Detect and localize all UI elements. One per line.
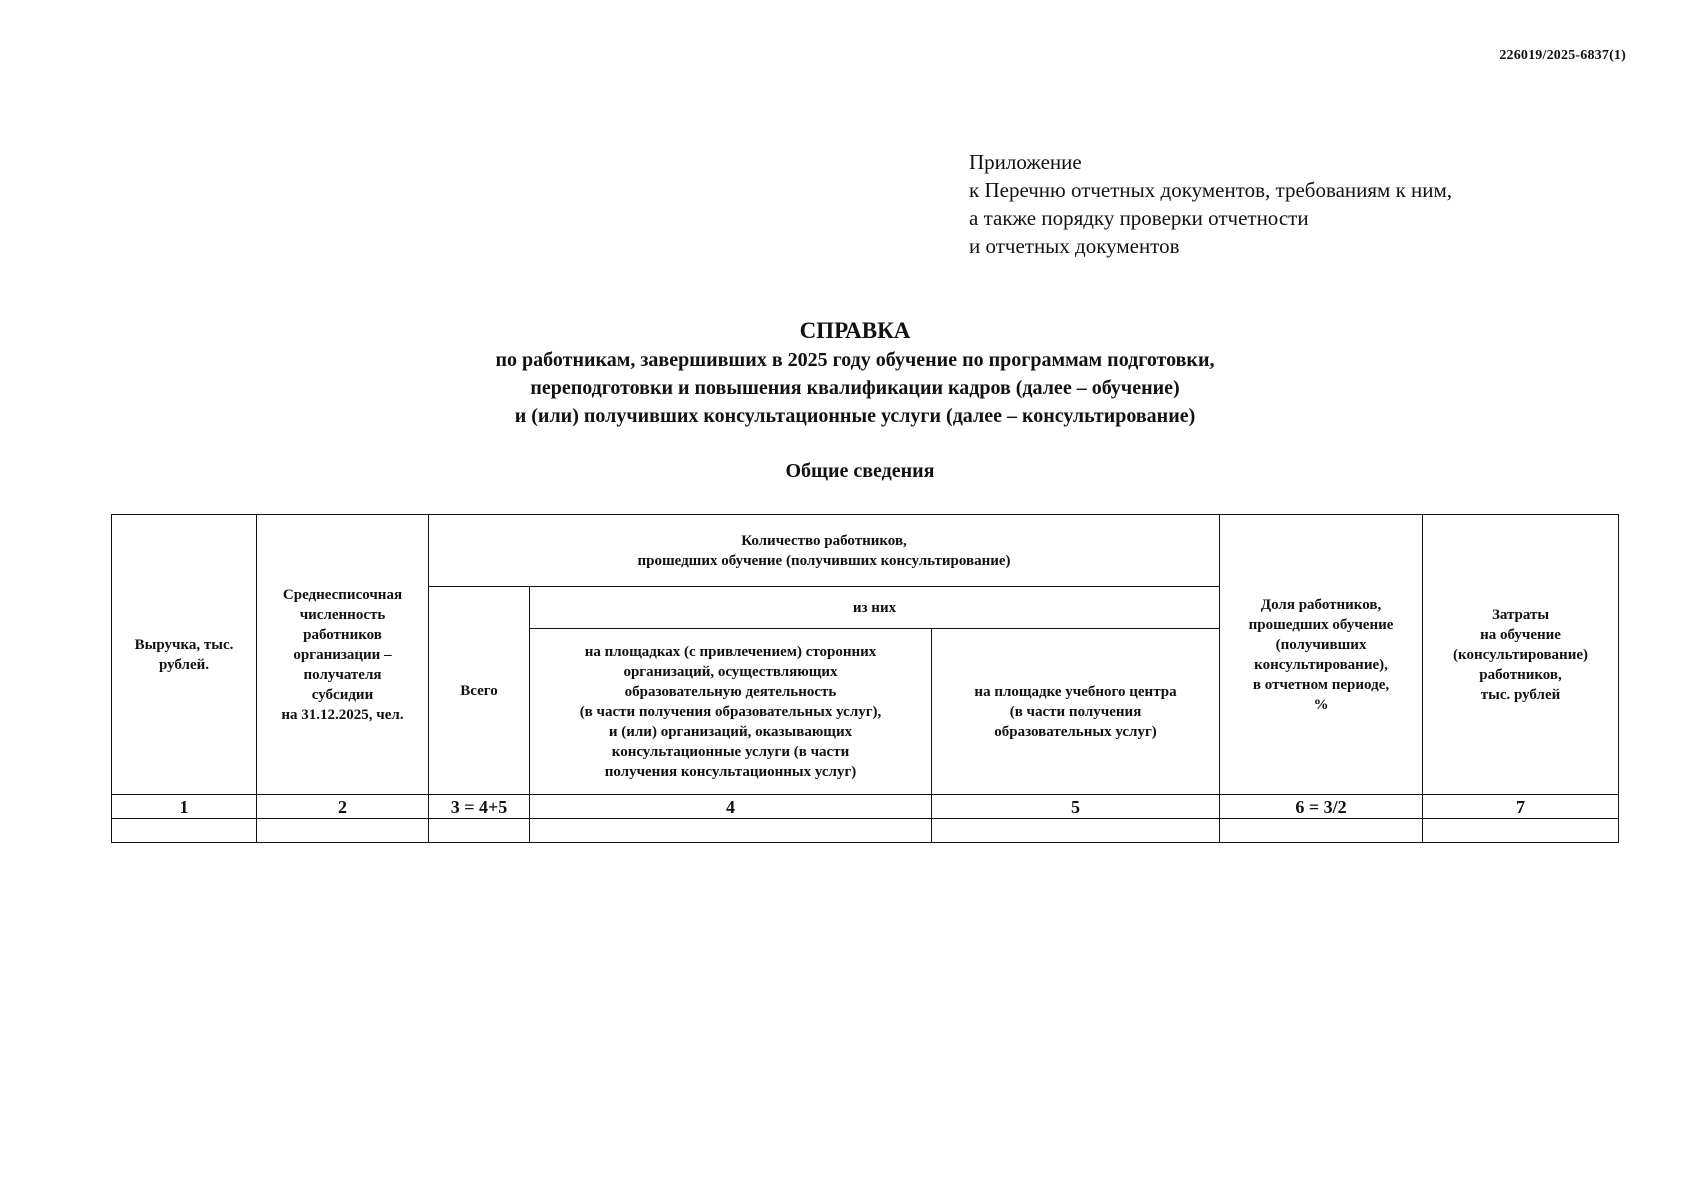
data-cell-share[interactable] [1220, 819, 1423, 843]
document-subtitle-line: по работникам, завершивших в 2025 году обучение по программам подготовки, [495, 349, 1215, 371]
column-number: 7 [1423, 795, 1619, 819]
data-cell-revenue[interactable] [112, 819, 257, 843]
data-cell-total[interactable] [429, 819, 530, 843]
header-headcount: Среднесписочная численность работников организации – получателя субсидии на 31.12.2025, чел. [257, 515, 429, 795]
appendix-note [969, 148, 1452, 260]
data-cell-training-center[interactable] [932, 819, 1220, 843]
appendix-line: а также порядку проверки отчетности [969, 206, 1309, 230]
appendix-line: к Перечню отчетных документов, требованиям к ним, [969, 178, 1453, 202]
header-external-organizations: на площадках (с привлечением) сторонних организаций, осуществляющих образовательную деятельность (в части получения образовательных услуг), и (или) организаций, оказывающих консультационные услуги (в части получения консультационных услуг) [530, 629, 932, 795]
document-subtitle-line: и (или) получивших консультационные услуги (далее – консультирование) [514, 405, 1196, 427]
general-info-table [111, 514, 1619, 843]
column-number-row [112, 795, 1619, 819]
data-cell-headcount[interactable] [257, 819, 429, 843]
column-number: 5 [932, 795, 1220, 819]
document-number: 226019/2025-6837(1) [1499, 48, 1626, 63]
header-costs: Затраты на обучение (консультирование) работников, тыс. рублей [1423, 515, 1619, 795]
data-cell-costs[interactable] [1423, 819, 1619, 843]
header-row [112, 515, 1619, 587]
header-total: Всего [429, 587, 530, 795]
header-share: Доля работников, прошедших обучение (получивших консультирование), в отчетном периоде, % [1220, 515, 1423, 795]
document-title-block [0, 316, 1700, 430]
column-number: 2 [257, 795, 429, 819]
header-of-them: из них [530, 587, 1220, 629]
data-cell-external[interactable] [530, 819, 932, 843]
section-title: Общие сведения [785, 460, 935, 482]
column-number: 6 = 3/2 [1220, 795, 1423, 819]
column-number: 4 [530, 795, 932, 819]
column-number: 3 = 4+5 [429, 795, 530, 819]
column-number: 1 [112, 795, 257, 819]
appendix-line: Приложение [969, 150, 1082, 174]
table-row [112, 819, 1619, 843]
header-trained-employees: Количество работников, прошедших обучение (получивших консультирование) [429, 515, 1220, 587]
header-training-center: на площадке учебного центра (в части получения образовательных услуг) [932, 629, 1220, 795]
appendix-line: и отчетных документов [969, 234, 1180, 258]
document-subtitle-line: переподготовки и повышения квалификации кадров (далее – обучение) [530, 377, 1180, 399]
document-title: СПРАВКА [799, 318, 911, 343]
header-revenue: Выручка, тыс. рублей. [112, 515, 257, 795]
